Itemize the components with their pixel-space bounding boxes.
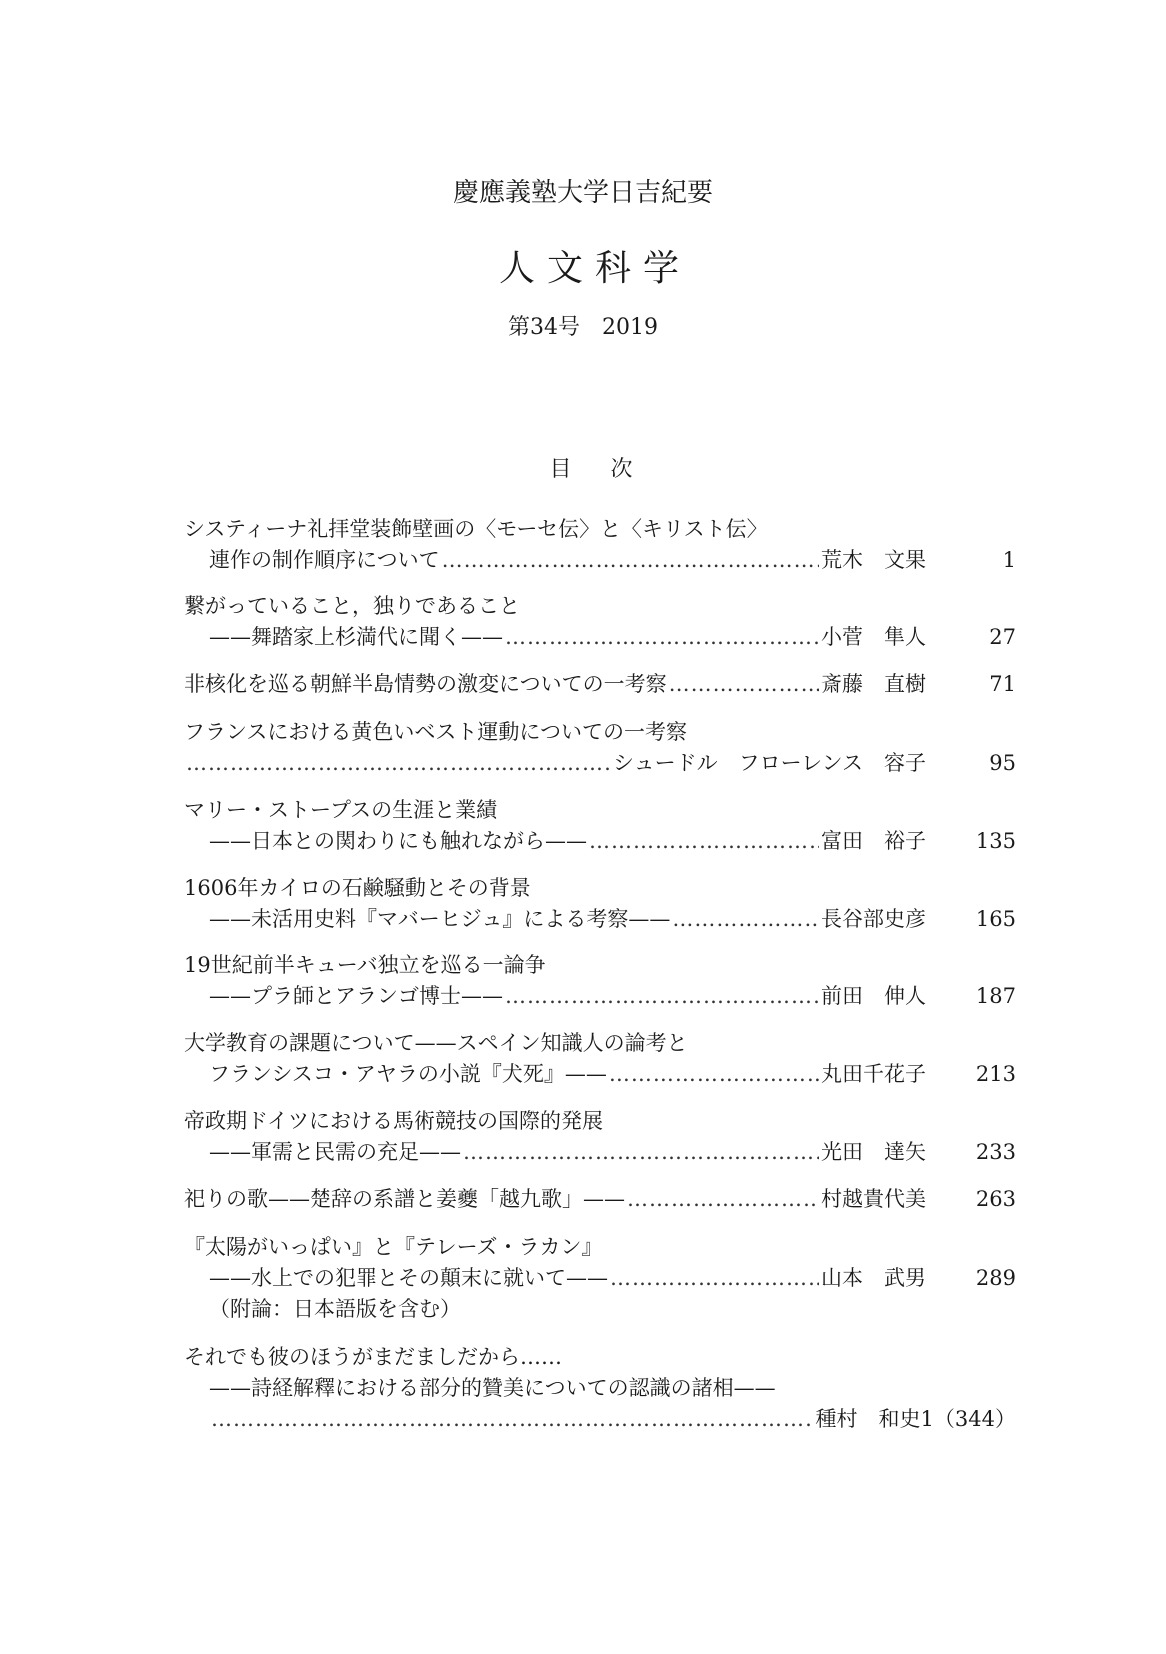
toc-entry xyxy=(184,1184,1016,1232)
toc-entry xyxy=(184,669,1016,717)
entry-page: 71 xyxy=(989,672,1016,696)
entry-page: 1 xyxy=(1002,548,1016,572)
toc-entry xyxy=(184,717,1016,795)
leader-dots xyxy=(672,904,819,935)
entry-page: 135 xyxy=(975,829,1016,853)
entry-author: 種村 和史 xyxy=(815,1407,921,1431)
toc-entry xyxy=(184,873,1016,950)
entry-page: 263 xyxy=(975,1187,1016,1211)
entry-page: 27 xyxy=(989,625,1016,649)
entry-page: 187 xyxy=(975,984,1016,1008)
entry-author: 長谷部史彦 xyxy=(821,907,926,931)
entry-author: 丸田千花子 xyxy=(821,1062,926,1086)
leader-dots xyxy=(505,981,819,1012)
leader-dots xyxy=(211,1404,814,1435)
entry-subtitle: ——詩経解釋における部分的贊美についての認識の諸相—— xyxy=(209,1376,776,1400)
entry-title: 繋がっていること，独りであること xyxy=(184,594,520,618)
entry-page: 165 xyxy=(975,907,1016,931)
entry-title: 非核化を巡る朝鮮半島情勢の激変についての一考察 xyxy=(184,672,667,696)
entry-title: 1606年カイロの石鹸騒動とその背景 xyxy=(184,876,531,900)
entry-page: 289 xyxy=(975,1266,1016,1290)
entry-author: 山本 武男 xyxy=(821,1266,926,1290)
entry-author: 小菅 隼人 xyxy=(821,625,926,649)
toc-entry xyxy=(184,795,1016,873)
series-title: 人文科学 xyxy=(498,248,691,289)
entry-author: 荒木 文果 xyxy=(821,548,926,572)
toc-entry xyxy=(184,514,1016,591)
leader-dots xyxy=(463,1137,819,1168)
entry-title: 19世紀前半キューバ独立を巡る一論争 xyxy=(184,953,546,977)
entry-subtitle: ——水上での犯罪とその顛末に就いて—— xyxy=(209,1266,608,1290)
entry-title: 祀りの歌——楚辞の系譜と姜夔「越九歌」—— xyxy=(184,1187,625,1211)
leader-dots xyxy=(505,622,819,653)
entry-subtitle: ——プラ師とアランゴ博士—— xyxy=(209,984,503,1008)
entry-page: 213 xyxy=(975,1062,1016,1086)
entry-title: マリー・ストープスの生涯と業績 xyxy=(184,798,498,822)
journal-title: 慶應義塾大学日吉紀要 xyxy=(452,178,713,208)
entry-title: システィーナ礼拝堂装飾壁画の〈モーセ伝〉と〈キリスト伝〉 xyxy=(184,517,768,541)
toc-entry xyxy=(184,1028,1016,1106)
toc-entry xyxy=(184,1232,1016,1342)
leader-dots xyxy=(669,669,819,700)
entry-subtitle: ——舞踏家上杉満代に聞く—— xyxy=(209,625,503,649)
leader-dots xyxy=(610,1263,819,1294)
toc-entry xyxy=(184,1106,1016,1184)
entry-title: 帝政期ドイツにおける馬術競技の国際的発展 xyxy=(184,1109,603,1133)
table-of-contents xyxy=(184,514,1016,1442)
entry-note: （附論：日本語版を含む） xyxy=(209,1297,461,1321)
entry-author: 富田 裕子 xyxy=(821,829,926,853)
entry-page: 95 xyxy=(989,751,1016,775)
entry-page: 1（344） xyxy=(920,1407,1016,1431)
entry-subtitle: ——未活用史料『マバーヒジュ』による考察—— xyxy=(209,907,671,931)
entry-author: 斎藤 直樹 xyxy=(821,672,926,696)
entry-title: 『太陽がいっぱい』と『テレーズ・ラカン』 xyxy=(184,1235,603,1259)
leader-dots xyxy=(589,826,819,857)
entry-subtitle: 連作の制作順序について xyxy=(209,548,440,572)
entry-author: 前田 伸人 xyxy=(821,984,926,1008)
issue-number: 第34号 2019 xyxy=(508,315,658,340)
entry-author: 光田 達矢 xyxy=(821,1140,926,1164)
entry-page: 233 xyxy=(975,1140,1016,1164)
leader-dots xyxy=(609,1059,819,1090)
entry-subtitle: フランシスコ・アヤラの小説『犬死』—— xyxy=(209,1062,607,1086)
toc-entry xyxy=(184,1342,1016,1442)
entry-author: シュードル フローレンス 容子 xyxy=(612,751,926,775)
toc-heading: 目 次 xyxy=(549,457,649,482)
toc-entry xyxy=(184,591,1016,669)
entry-title: フランスにおける黄色いベスト運動についての一考察 xyxy=(184,720,687,744)
entry-subtitle: ——軍需と民需の充足—— xyxy=(209,1140,461,1164)
leader-dots xyxy=(442,545,819,576)
entry-title: それでも彼のほうがまだましだから…… xyxy=(184,1345,562,1369)
leader-dots xyxy=(627,1184,819,1215)
entry-subtitle: ——日本との関わりにも触れながら—— xyxy=(209,829,587,853)
toc-entry xyxy=(184,950,1016,1028)
entry-author: 村越貴代美 xyxy=(821,1187,926,1211)
leader-dots xyxy=(186,748,611,779)
entry-title: 大学教育の課題について——スペイン知識人の論考と xyxy=(184,1031,688,1055)
